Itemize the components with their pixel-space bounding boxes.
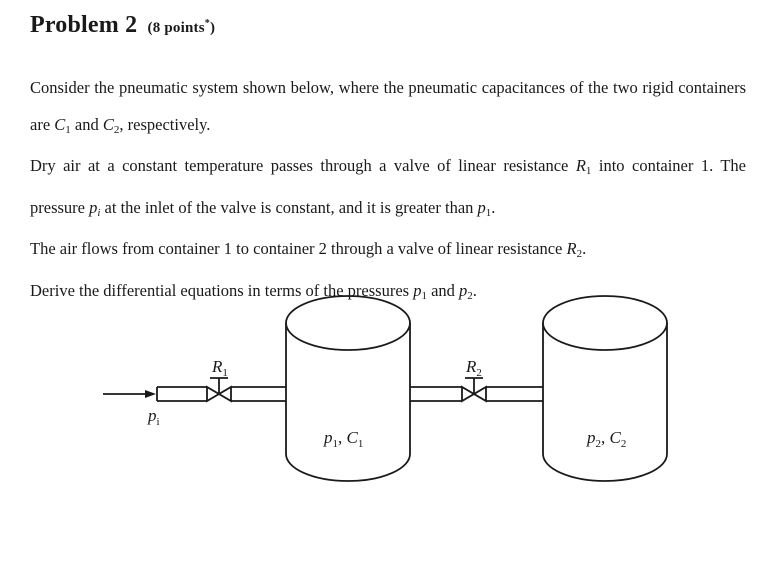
pipe-tank1-valve2 [410,387,462,401]
pipe-valve2-tank2 [486,387,543,401]
paragraph-1: Consider the pneumatic system shown below, where the pneumatic capacitances of the two rigid containers are $C_1$ and $C_2$, respectively. [30,78,746,136]
inlet-pressure-label: $p_i$ [148,406,160,428]
valve-1 [207,378,231,401]
paragraph-4: Derive the differential equations in terms of the pressures $p_1$ and $p_2$. [30,280,477,302]
inlet-pipe [157,387,207,401]
problem-points: (8 points*) [147,18,216,36]
pipe-valve1-tank1 [231,387,286,401]
inlet-arrow-head [145,390,156,398]
tank-1-label: $p_1$, $C_1$ [324,428,364,450]
paragraph-3: The air flows from container 1 to container 2 through a valve of linear resistance $R_2$. [30,239,587,261]
valve-1-label: $R_1$ [212,357,228,379]
tank-2 [543,296,667,481]
tank-2-label: $p_2$, $C_2$ [587,428,627,450]
tank-1 [286,296,410,481]
valve-2-label: $R_2$ [466,357,482,379]
valve-2 [462,378,486,401]
problem-title: Problem 2 [30,12,138,38]
paragraph-2: Dry air at a constant temperature passes through a valve of linear resistance $R_1$ into container 1. The pressure $p_i$ at the inlet of the valve is constant, and it is greater than $p_1$. [30,156,747,219]
